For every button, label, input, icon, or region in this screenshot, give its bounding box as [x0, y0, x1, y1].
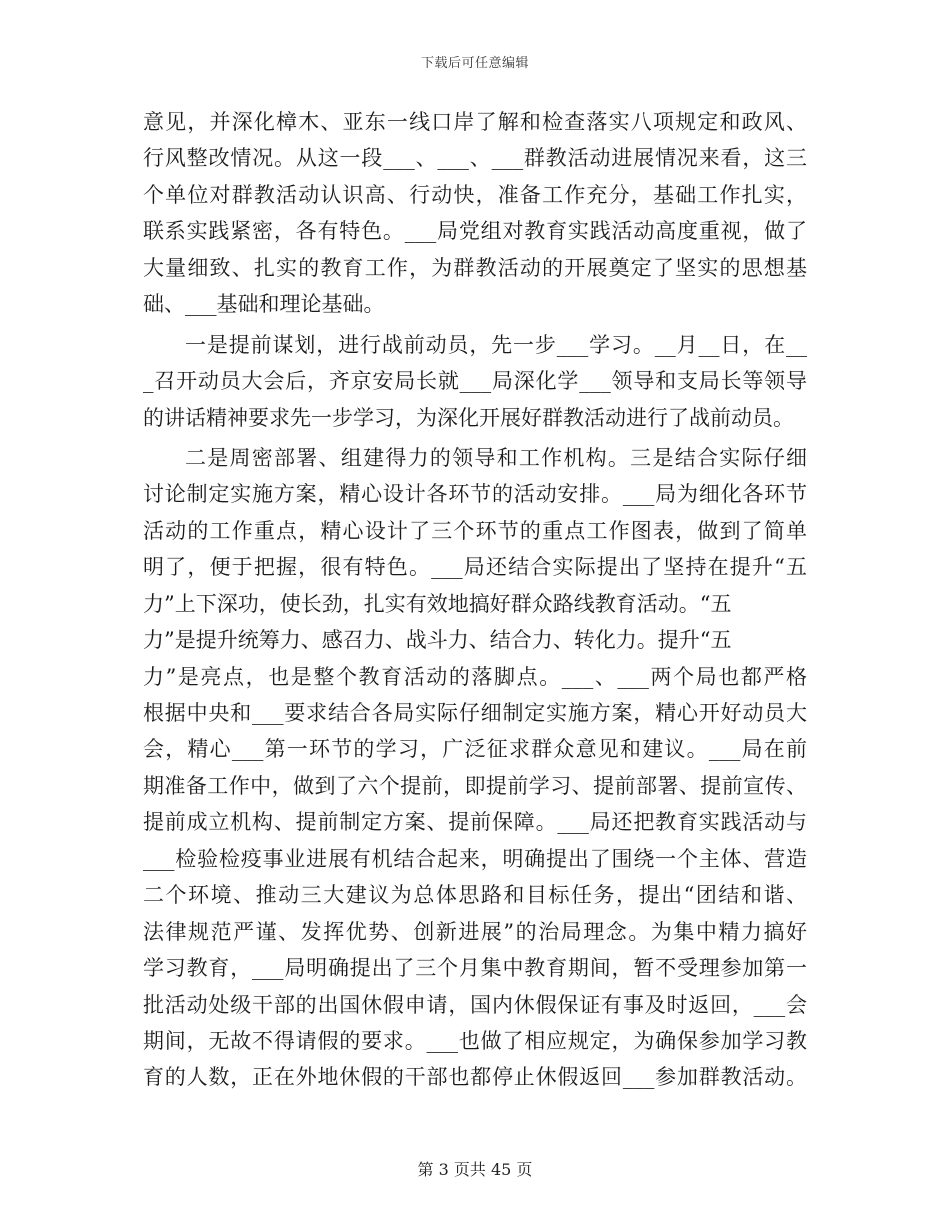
document-body: [143, 104, 807, 1096]
paragraph-2: [143, 327, 807, 436]
text-line: 二是周密部署、组建得力的领导和工作机构。三是结合实际仔细: [185, 445, 807, 470]
text-line: ___检验检疫事业进展有机结合起来，明确提出了围绕一个主体、营造: [143, 846, 807, 871]
page-number: 第 3 页共 45 页: [417, 1160, 533, 1179]
text-line: 明了，便于把握，很有特色。___局还结合实际提出了坚持在提升“五: [143, 555, 807, 580]
text-line: _召开动员大会后，齐京安局长就___局深化学___领导和支局长等领导: [143, 369, 807, 394]
text-line: 行风整改情况。从这一段___、___、___群教活动进展情况来看，这三: [143, 146, 807, 171]
text-line: 提前成立机构、提前制定方案、提前保障。___局还把教育实践活动与: [143, 810, 807, 835]
text-line: 二个环境、推动三大建议为总体思路和目标任务，提出“团结和谐、: [143, 883, 807, 908]
text-line: 础、___基础和理论基础。: [143, 292, 385, 317]
text-line: 力”是亮点，也是整个教育活动的落脚点。___、___两个局也都严格: [143, 664, 807, 689]
text-line: 期准备工作中，做到了六个提前，即提前学习、提前部署、提前宣传、: [143, 773, 807, 798]
text-line: 育的人数，正在外地休假的干部也都停止休假返回___参加群教活动。: [143, 1065, 807, 1090]
text-line: 力”是提升统筹力、感召力、战斗力、结合力、转化力。提升“五: [143, 628, 732, 653]
paragraph-3: [143, 440, 807, 1096]
text-line: 联系实践紧密，各有特色。___局党组对教育实践活动高度重视，做了: [143, 219, 807, 244]
text-line: 会，精心___第一环节的学习，广泛征求群众意见和建议。___局在前: [143, 737, 807, 762]
text-line: 一是提前谋划，进行战前动员，先一步___学习。__月__日，在__: [185, 332, 807, 357]
text-line: 批活动处级干部的出国休假申请，国内休假保证有事及时返回，___会: [143, 992, 807, 1017]
text-line: 学习教育，___局明确提出了三个月集中教育期间，暂不受理参加第一: [143, 956, 807, 981]
text-line: 活动的工作重点，精心设计了三个环节的重点工作图表，做到了简单: [143, 518, 807, 543]
text-line: 力”上下深功，使长劲，扎实有效地搞好群众路线教育活动。“五: [143, 591, 732, 616]
text-line: 意见，并深化樟木、亚东一线口岸了解和检查落实八项规定和政风、: [143, 110, 807, 134]
text-line: 的讲话精神要求先一步学习，为深化开展好群教活动进行了战前动员。: [143, 405, 794, 430]
text-line: 法律规范严谨、发挥优势、创新进展”的治局理念。为集中精力搞好: [143, 919, 807, 944]
paragraph-1: [143, 104, 807, 323]
text-line: 根据中央和___要求结合各局实际仔细制定实施方案，精心开好动员大: [143, 701, 807, 725]
text-line: 个单位对群教活动认识高、行动快，准备工作充分，基础工作扎实，: [143, 182, 807, 207]
page-header: 下载后可任意编辑: [420, 56, 529, 71]
text-line: 期间，无故不得请假的要求。___也做了相应规定，为确保参加学习教: [143, 1028, 807, 1053]
text-line: 大量细致、扎实的教育工作，为群教活动的开展奠定了坚实的思想基: [143, 255, 807, 280]
text-line: 讨论制定实施方案，精心设计各环节的活动安排。___局为细化各环节: [143, 482, 807, 507]
